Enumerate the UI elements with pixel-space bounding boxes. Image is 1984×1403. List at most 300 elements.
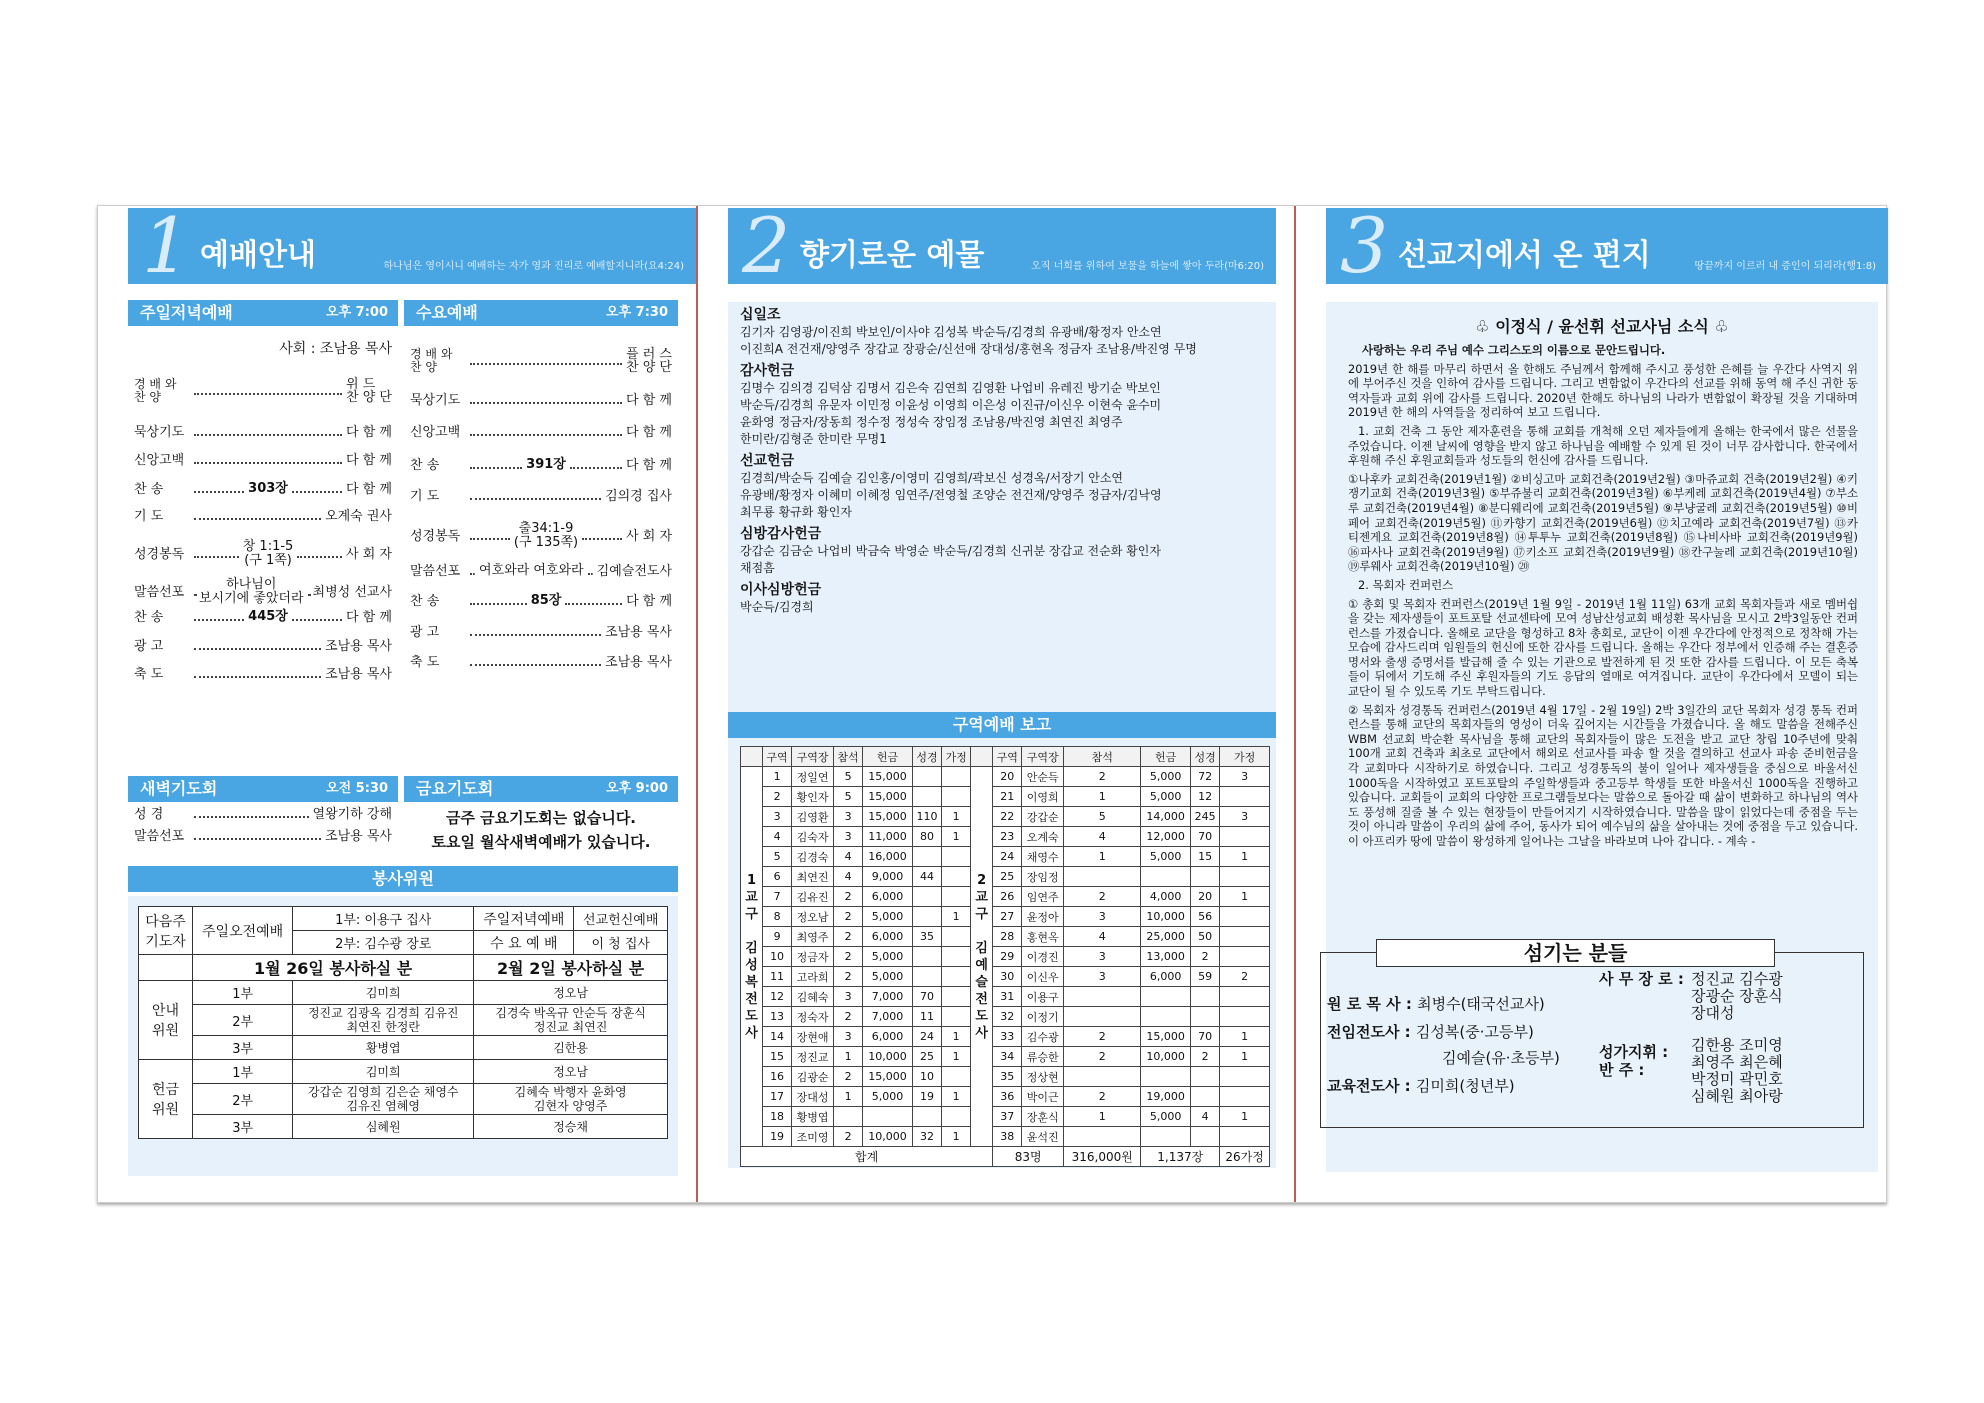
wednesday-item-label: 찬 송 bbox=[410, 593, 440, 609]
sunday-item-person: 조남용 목사 bbox=[325, 639, 392, 654]
panel-number: 2 bbox=[742, 201, 791, 290]
report-cell: 이경진 bbox=[1022, 947, 1064, 967]
report-cell: 13,000 bbox=[1141, 947, 1191, 967]
wednesday-item-label: 광 고 bbox=[410, 625, 440, 640]
letter-paragraph: 2. 목회자 컨퍼런스 bbox=[1358, 577, 1454, 592]
wednesday-row bbox=[410, 626, 672, 639]
report-cell: 황인자 bbox=[792, 787, 834, 807]
report-col-header: 성경 bbox=[1191, 747, 1220, 767]
wednesday-item-detail: 391장 bbox=[526, 457, 566, 472]
service-volunteers-1: 강갑순 김영희 김은순 채영수 김유진 염혜영 bbox=[293, 1084, 474, 1115]
report-cell: 3 bbox=[1064, 907, 1141, 927]
report-cell: 6 bbox=[763, 867, 792, 887]
morning-service-label: 주일오전예배 bbox=[193, 907, 293, 955]
sunday-evening-time: 오후 7:00 bbox=[326, 305, 388, 320]
report-cell: 15,000 bbox=[863, 1067, 913, 1087]
wednesday-item-person: 조남용 목사 bbox=[605, 625, 672, 640]
education-evangelist-label: 교육전도사 : bbox=[1327, 1077, 1411, 1095]
dawn-prayer-title: 새벽기도회 bbox=[140, 779, 218, 798]
sunday-item-label: 성경봉독 bbox=[134, 546, 185, 562]
service-row bbox=[139, 1036, 668, 1060]
report-row bbox=[741, 987, 1270, 1007]
report-row bbox=[741, 1047, 1270, 1067]
choir-label: 성가지휘 : 반 주 : bbox=[1599, 1043, 1669, 1079]
report-cell: 8 bbox=[763, 907, 792, 927]
report-cell: 2 bbox=[834, 907, 863, 927]
panel-verse: 땅끝까지 이르러 내 증인이 되리라(행1:8) bbox=[1694, 261, 1876, 272]
report-cell: 37 bbox=[993, 1107, 1022, 1127]
service-row bbox=[139, 1084, 668, 1115]
report-row bbox=[741, 807, 1270, 827]
letter-paragraph: 1. 교회 건축 그 동안 제자훈련을 통해 교회를 개척해 오던 제자들에게 올해는 한국에서 많은 선물을 주었습니다. 이젠 날씨에 영향을 받지 않고 하나님을 예배할 수 있게 된 것이 너무 감사합니다. 한국에서 후원해 주신 후원교회들과 성도들의 헌신에 감사를 드립니다. bbox=[1348, 423, 1858, 468]
report-cell bbox=[1220, 787, 1270, 807]
report-col-header: 구역 bbox=[763, 747, 792, 767]
report-cell: 정상현 bbox=[1022, 1067, 1064, 1087]
report-cell: 김숙자 bbox=[792, 827, 834, 847]
report-cell: 2 bbox=[1064, 887, 1141, 907]
report-cell: 10,000 bbox=[863, 1127, 913, 1147]
gift-category-names: 김경희/박순득 김예슬 김인홍/이영미 김영희/곽보신 성경옥/서장기 안소연 유광배/황정자 이혜미 이혜정 임연주/전영철 조양순 전건재/양영주 정금자/김낙영 최무룡 황규화 황인자 bbox=[740, 471, 1162, 519]
evening-service-label: 주일저녁예배 bbox=[474, 907, 574, 931]
report-cell bbox=[942, 1007, 971, 1027]
report-cell bbox=[912, 1107, 941, 1127]
report-cell: 1 bbox=[942, 1047, 971, 1067]
panel-number: 3 bbox=[1340, 201, 1389, 290]
service-group-label: 헌금 위원 bbox=[139, 1060, 193, 1139]
report-col-header: 가정 bbox=[942, 747, 971, 767]
wednesday-leader-dots bbox=[565, 598, 622, 605]
report-cell: 12,000 bbox=[1141, 827, 1191, 847]
sunday-item-person: 다 함 께 bbox=[346, 453, 392, 468]
wednesday-leader-dots bbox=[470, 629, 601, 636]
service-volunteers-2: 김혜숙 박행자 윤화영 김현자 양영주 bbox=[474, 1084, 668, 1115]
wednesday-leader-dots bbox=[470, 493, 601, 500]
report-cell: 3 bbox=[1220, 767, 1270, 787]
sunday-row bbox=[134, 510, 392, 523]
report-cell: 6,000 bbox=[863, 927, 913, 947]
report-cell: 16 bbox=[763, 1067, 792, 1087]
report-cell: 26 bbox=[993, 887, 1022, 907]
report-cell: 1 bbox=[834, 1087, 863, 1107]
service-row bbox=[139, 1060, 668, 1084]
sunday-leader-dots bbox=[297, 551, 342, 558]
report-cell: 강갑순 bbox=[1022, 807, 1064, 827]
gift-category-title: 십일조 bbox=[740, 307, 781, 323]
sunday-evening-title: 주일저녁예배 bbox=[140, 303, 233, 322]
service-part: 3부 bbox=[193, 1115, 293, 1139]
wednesday-row bbox=[410, 564, 672, 578]
report-cell: 1 bbox=[1220, 1027, 1270, 1047]
report-cell bbox=[1141, 1067, 1191, 1087]
report-cell: 2 bbox=[834, 1127, 863, 1147]
wednesday-item-detail: 출34:1-9 (구 135쪽) bbox=[513, 521, 579, 550]
report-cell: 2 bbox=[834, 947, 863, 967]
wednesday-item-label: 신앙고백 bbox=[410, 425, 461, 440]
sunday-leader-dots bbox=[292, 614, 342, 621]
report-cell: 6,000 bbox=[863, 887, 913, 907]
panel-missionary bbox=[1294, 201, 1888, 1202]
report-cell: 1 bbox=[763, 767, 792, 787]
report-cell bbox=[1064, 1127, 1141, 1147]
panel-verse: 오직 너희를 위하여 보물을 하늘에 쌓아 두라(마6:20) bbox=[1031, 261, 1264, 272]
report-cell: 최영주 bbox=[792, 927, 834, 947]
report-group-col bbox=[741, 747, 763, 767]
report-cell: 72 bbox=[1191, 767, 1220, 787]
report-cell bbox=[1141, 987, 1191, 1007]
report-cell: 15,000 bbox=[1141, 1027, 1191, 1047]
gift-category-title: 감사헌금 bbox=[740, 363, 795, 379]
sunday-row bbox=[134, 454, 392, 467]
report-cell: 3 bbox=[763, 807, 792, 827]
report-group-col bbox=[971, 747, 993, 767]
report-cell: 19 bbox=[912, 1087, 941, 1107]
report-cell bbox=[1191, 1087, 1220, 1107]
report-cell: 3 bbox=[834, 807, 863, 827]
morning-prayer-1: 1부: 이용구 집사 bbox=[293, 907, 474, 931]
report-row bbox=[741, 947, 1270, 967]
report-cell: 김수광 bbox=[1022, 1027, 1064, 1047]
report-cell: 김경숙 bbox=[792, 847, 834, 867]
report-cell: 15,000 bbox=[863, 807, 913, 827]
sunday-item-label: 축 도 bbox=[134, 667, 164, 682]
report-cell: 10,000 bbox=[863, 1047, 913, 1067]
report-cell bbox=[1220, 1067, 1270, 1087]
sunday-item-label: 찬 송 bbox=[134, 481, 164, 497]
report-cell: 2 bbox=[834, 967, 863, 987]
sunday-leader-dots bbox=[194, 589, 195, 596]
report-cell: 채영수 bbox=[1022, 847, 1064, 867]
report-cell bbox=[912, 787, 941, 807]
wednesday-item-detail: 85장 bbox=[530, 593, 562, 608]
report-cell: 류승한 bbox=[1022, 1047, 1064, 1067]
report-cell bbox=[912, 967, 941, 987]
sunday-leader-dots bbox=[194, 429, 342, 436]
report-cell: 29 bbox=[993, 947, 1022, 967]
panel-worship bbox=[98, 201, 696, 1202]
report-cell: 5,000 bbox=[1141, 1107, 1191, 1127]
friday-notice bbox=[404, 802, 678, 858]
report-cell: 19,000 bbox=[1141, 1087, 1191, 1107]
wednesday-leader-dots bbox=[470, 462, 522, 469]
report-cell: 1 bbox=[1220, 887, 1270, 907]
wednesday-header bbox=[404, 300, 678, 326]
wednesday-item-person: 다 함 께 bbox=[626, 425, 672, 440]
report-col-header: 헌금 bbox=[863, 747, 913, 767]
report-cell: 15,000 bbox=[863, 787, 913, 807]
report-cell: 38 bbox=[993, 1127, 1022, 1147]
wednesday-row bbox=[410, 458, 672, 472]
report-cell bbox=[942, 767, 971, 787]
next-prayer-label: 다음주 기도자 bbox=[139, 907, 193, 955]
dawn-row bbox=[134, 808, 392, 821]
report-cell bbox=[1220, 987, 1270, 1007]
report-cell: 32 bbox=[993, 1007, 1022, 1027]
wednesday-item-person: 플 러 스 찬 양 단 bbox=[626, 347, 672, 375]
report-cell: 2 bbox=[1064, 1047, 1141, 1067]
report-row bbox=[741, 887, 1270, 907]
dawn-item-label: 말씀선포 bbox=[134, 829, 185, 844]
report-row bbox=[741, 867, 1270, 887]
report-title: 구역예배 보고 bbox=[952, 715, 1052, 734]
sunday-item-label: 묵상기도 bbox=[134, 425, 185, 440]
service-part: 3부 bbox=[193, 1036, 293, 1060]
report-cell: 50 bbox=[1191, 927, 1220, 947]
report-cell: 3 bbox=[834, 827, 863, 847]
report-cell: 홍현옥 bbox=[1022, 927, 1064, 947]
dawn-prayer-time: 오전 5:30 bbox=[326, 781, 388, 796]
report-cell: 정숙자 bbox=[792, 1007, 834, 1027]
sunday-leader-dots bbox=[194, 457, 342, 464]
dawn-prayer-order bbox=[128, 802, 398, 858]
sunday-item-person: 다 함 께 bbox=[346, 425, 392, 440]
report-cell: 조미영 bbox=[792, 1127, 834, 1147]
report-cell bbox=[942, 1067, 971, 1087]
sunday-item-label: 찬 송 bbox=[134, 609, 164, 625]
wednesday-item-label: 기 도 bbox=[410, 489, 440, 504]
senior-pastor-name: 최병수(태국선교사) bbox=[1417, 995, 1545, 1013]
report-cell: 17 bbox=[763, 1087, 792, 1107]
report-row bbox=[741, 787, 1270, 807]
service-part: 2부 bbox=[193, 1084, 293, 1115]
report-cell: 김혜숙 bbox=[792, 987, 834, 1007]
report-cell: 20 bbox=[1191, 887, 1220, 907]
report-cell bbox=[942, 927, 971, 947]
report-cell bbox=[1191, 1127, 1220, 1147]
dawn-prayer-header bbox=[128, 776, 398, 802]
report-cell: 정진교 bbox=[792, 1047, 834, 1067]
friday-notice-line1: 금주 금요기도회는 없습니다. bbox=[445, 809, 637, 827]
sunday-item-person: 최병성 선교사 bbox=[312, 584, 392, 600]
sunday-leader-dots bbox=[194, 486, 244, 493]
report-cell: 김유진 bbox=[792, 887, 834, 907]
report-row bbox=[741, 1027, 1270, 1047]
report-cell: 14,000 bbox=[1141, 807, 1191, 827]
wednesday-item-person: 조남용 목사 bbox=[605, 655, 672, 670]
report-cell bbox=[1220, 927, 1270, 947]
wednesday-item-label: 성경봉독 bbox=[410, 528, 461, 544]
wednesday-leader-dots bbox=[470, 358, 622, 365]
wednesday-leader-dots bbox=[570, 462, 622, 469]
sunday-item-detail: 하나님이 보시기에 좋았더라 bbox=[198, 577, 304, 606]
bulletin-sheet bbox=[97, 201, 1887, 1203]
report-cell: 황병엽 bbox=[792, 1107, 834, 1127]
report-cell: 245 bbox=[1191, 807, 1220, 827]
report-cell: 10,000 bbox=[1141, 1047, 1191, 1067]
report-cell: 이영희 bbox=[1022, 787, 1064, 807]
dawn-item-label: 성 경 bbox=[134, 807, 164, 822]
wednesday-title: 수요예배 bbox=[416, 303, 478, 322]
report-cell: 임연주 bbox=[1022, 887, 1064, 907]
wednesday-order bbox=[404, 326, 678, 726]
sunday-row bbox=[134, 610, 392, 624]
service-volunteers-1: 김미희 bbox=[293, 1060, 474, 1084]
report-cell: 7,000 bbox=[863, 987, 913, 1007]
report-cell: 1 bbox=[1064, 847, 1141, 867]
report-cell: 32 bbox=[912, 1127, 941, 1147]
gift-category-title: 선교헌금 bbox=[740, 453, 795, 469]
report-cell: 1 bbox=[1220, 1107, 1270, 1127]
service-row bbox=[139, 1115, 668, 1139]
sunday-item-label: 기 도 bbox=[134, 509, 164, 524]
report-cell bbox=[1220, 947, 1270, 967]
report-cell: 25 bbox=[912, 1047, 941, 1067]
report-cell: 13 bbox=[763, 1007, 792, 1027]
service-volunteers-1: 황병엽 bbox=[293, 1036, 474, 1060]
report-cell: 정일연 bbox=[792, 767, 834, 787]
report-cell: 24 bbox=[993, 847, 1022, 867]
wednesday-service-label: 수 요 예 배 bbox=[474, 931, 574, 955]
report-cell: 1 bbox=[942, 1127, 971, 1147]
report-cell: 정금자 bbox=[792, 947, 834, 967]
report-cell: 36 bbox=[993, 1087, 1022, 1107]
service-row bbox=[139, 981, 668, 1005]
report-cell bbox=[1141, 867, 1191, 887]
report-cell: 15 bbox=[1191, 847, 1220, 867]
report-cell: 이용구 bbox=[1022, 987, 1064, 1007]
report-cell: 5 bbox=[1064, 807, 1141, 827]
service-volunteers-1: 정진교 김광옥 김경희 김유진 최연진 한정란 bbox=[293, 1005, 474, 1036]
office-elder-names: 정진교 김수광 장광순 장훈식 장대성 bbox=[1691, 970, 1783, 1022]
sunday-item-label: 경 배 와 찬 양 bbox=[134, 377, 177, 404]
report-cell: 장대성 bbox=[792, 1087, 834, 1107]
report-col-header: 헌금 bbox=[1141, 747, 1191, 767]
report-total-attendance: 83명 bbox=[993, 1147, 1064, 1167]
report-cell: 25,000 bbox=[1141, 927, 1191, 947]
report-cell: 31 bbox=[993, 987, 1022, 1007]
friday-prayer-time: 오후 9:00 bbox=[606, 781, 668, 796]
report-cell bbox=[912, 767, 941, 787]
report-cell: 3 bbox=[834, 1027, 863, 1047]
report-row bbox=[741, 1107, 1270, 1127]
report-cell: 2 bbox=[834, 1067, 863, 1087]
report-cell: 2 bbox=[1064, 767, 1141, 787]
report-cell bbox=[1220, 1087, 1270, 1107]
report-cell: 3 bbox=[834, 987, 863, 1007]
report-cell: 3 bbox=[1064, 967, 1141, 987]
report-cell: 4 bbox=[1191, 1107, 1220, 1127]
report-cell: 12 bbox=[763, 987, 792, 1007]
wednesday-leader-dots bbox=[588, 568, 593, 575]
staff-box bbox=[1320, 941, 1864, 1128]
report-cell bbox=[942, 887, 971, 907]
report-cell: 김영환 bbox=[792, 807, 834, 827]
wednesday-row bbox=[410, 522, 672, 550]
service-volunteers-2: 김경숙 박옥규 안순득 장훈식 정진교 최연진 bbox=[474, 1005, 668, 1036]
report-cell: 박이근 bbox=[1022, 1087, 1064, 1107]
report-cell bbox=[1220, 827, 1270, 847]
report-cell: 9,000 bbox=[863, 867, 913, 887]
dawn-leader-dots bbox=[194, 833, 321, 840]
report-cell: 4 bbox=[834, 847, 863, 867]
report-cell: 6,000 bbox=[1141, 967, 1191, 987]
report-cell bbox=[863, 1107, 913, 1127]
panel-title: 선교지에서 온 편지 bbox=[1398, 238, 1651, 273]
report-row bbox=[741, 1067, 1270, 1087]
letter-title: ♧ 이정식 / 윤선휘 선교사님 소식 ♧ bbox=[1475, 317, 1729, 336]
service-volunteers-2: 정오남 bbox=[474, 1060, 668, 1084]
report-cell: 2 bbox=[1064, 1087, 1141, 1107]
friday-prayer-header bbox=[404, 776, 678, 802]
report-cell: 2 bbox=[1191, 947, 1220, 967]
letter-paragraph: ①나후카 교회건축(2019년1월) ②비싱고마 교회건축(2019년2월) ③마쥬교회 건축(2019년2월) ④키쟁기교회 건축(2019년3월) ⑤부쥬불리 교회건축(2019년3월) ⑥부케레 교회건축(2019년4월) ⑦부소루 교회건축(2019년4월) ⑧분디웨리에 교회건축(2019년5월) ⑨부냥굴레 교회건축(2019년5월) ⑩비페어 교회건축(2019년5월) ⑪카향기 교회건축(2019년6월) ⑫치고예라 교회건축(2019년7월) ⑬카티젠게요 교회건축(2019년8월) ⑭투투누 교회건축(2019년8월) ⑮나비사바 교회건축(2019년9월) ⑯파사나 교회건축(2019년9월) ⑰키소프 교회건축(2019년9월) ⑱칸구눌레 교회건축(2019년10월) ⑲루웨사 교회건축(2019년10월) ⑳ bbox=[1348, 471, 1858, 574]
panel-verse: 하나님은 영이시니 예배하는 자가 영과 진리로 예배할지니라(요4:24) bbox=[383, 261, 684, 272]
report-cell: 2 bbox=[763, 787, 792, 807]
sunday-item-person: 위 드 찬 양 단 bbox=[346, 377, 392, 405]
wednesday-item-person: 다 함 께 bbox=[626, 593, 673, 609]
wednesday-item-person: 김의경 집사 bbox=[605, 489, 672, 504]
report-cell: 5,000 bbox=[1141, 787, 1191, 807]
banner-missionary bbox=[1326, 201, 1888, 290]
wednesday-leader-dots bbox=[582, 533, 622, 540]
report-cell bbox=[834, 1107, 863, 1127]
report-cell bbox=[1191, 987, 1220, 1007]
office-elder-label: 사 무 장 로 : bbox=[1599, 970, 1684, 988]
report-cell: 27 bbox=[993, 907, 1022, 927]
sunday-item-label: 신앙고백 bbox=[134, 453, 185, 468]
report-cell: 10 bbox=[912, 1067, 941, 1087]
report-cell: 11,000 bbox=[863, 827, 913, 847]
morning-prayer-2: 2부: 김수광 장로 bbox=[293, 931, 474, 955]
report-cell: 2 bbox=[834, 1007, 863, 1027]
report-cell: 2 bbox=[1220, 967, 1270, 987]
dawn-item-person: 조남용 목사 bbox=[325, 829, 392, 844]
report-cell: 1 bbox=[1220, 847, 1270, 867]
service-volunteers-1: 심혜원 bbox=[293, 1115, 474, 1139]
sunday-item-label: 광 고 bbox=[134, 639, 164, 654]
service-group-label: 안내 위원 bbox=[139, 981, 193, 1060]
sunday-leader-dots bbox=[194, 614, 244, 621]
report-cell: 59 bbox=[1191, 967, 1220, 987]
report-cell bbox=[912, 907, 941, 927]
report-cell: 12 bbox=[1191, 787, 1220, 807]
report-cell: 이신우 bbox=[1022, 967, 1064, 987]
report-cell: 7,000 bbox=[863, 1007, 913, 1027]
report-cell: 윤석진 bbox=[1022, 1127, 1064, 1147]
senior-pastor-label: 원 로 목 사 : bbox=[1327, 995, 1412, 1013]
report-cell bbox=[942, 1107, 971, 1127]
report-cell: 5,000 bbox=[1141, 847, 1191, 867]
sunday-leader-dots bbox=[194, 643, 321, 650]
report-cell: 11 bbox=[763, 967, 792, 987]
report-cell: 28 bbox=[993, 927, 1022, 947]
report-cell bbox=[1191, 1067, 1220, 1087]
report-row bbox=[741, 1127, 1270, 1147]
report-cell: 1 bbox=[942, 827, 971, 847]
gift-category-title: 이사심방헌금 bbox=[740, 582, 822, 598]
report-col-header: 구역장 bbox=[1022, 747, 1064, 767]
report-cell bbox=[942, 787, 971, 807]
report-header-row bbox=[741, 747, 1270, 767]
wednesday-item-label: 경 배 와 찬 양 bbox=[410, 347, 453, 374]
report-cell: 1 bbox=[942, 1027, 971, 1047]
report-col-header: 구역 bbox=[993, 747, 1022, 767]
report-cell bbox=[1220, 1127, 1270, 1147]
wednesday-item-person: 다 함 께 bbox=[626, 393, 672, 408]
service-row bbox=[139, 1005, 668, 1036]
report-cell: 35 bbox=[912, 927, 941, 947]
report-cell: 2 bbox=[834, 927, 863, 947]
report-cell: 5 bbox=[763, 847, 792, 867]
report-cell: 5 bbox=[834, 787, 863, 807]
wednesday-leader-dots bbox=[470, 659, 601, 666]
sunday-row bbox=[134, 482, 392, 496]
banner-worship bbox=[128, 201, 696, 290]
report-cell: 김광순 bbox=[792, 1067, 834, 1087]
report-total-row bbox=[741, 1147, 1270, 1167]
report-header bbox=[728, 712, 1276, 738]
wednesday-row bbox=[410, 594, 672, 608]
report-cell: 2 bbox=[834, 887, 863, 907]
